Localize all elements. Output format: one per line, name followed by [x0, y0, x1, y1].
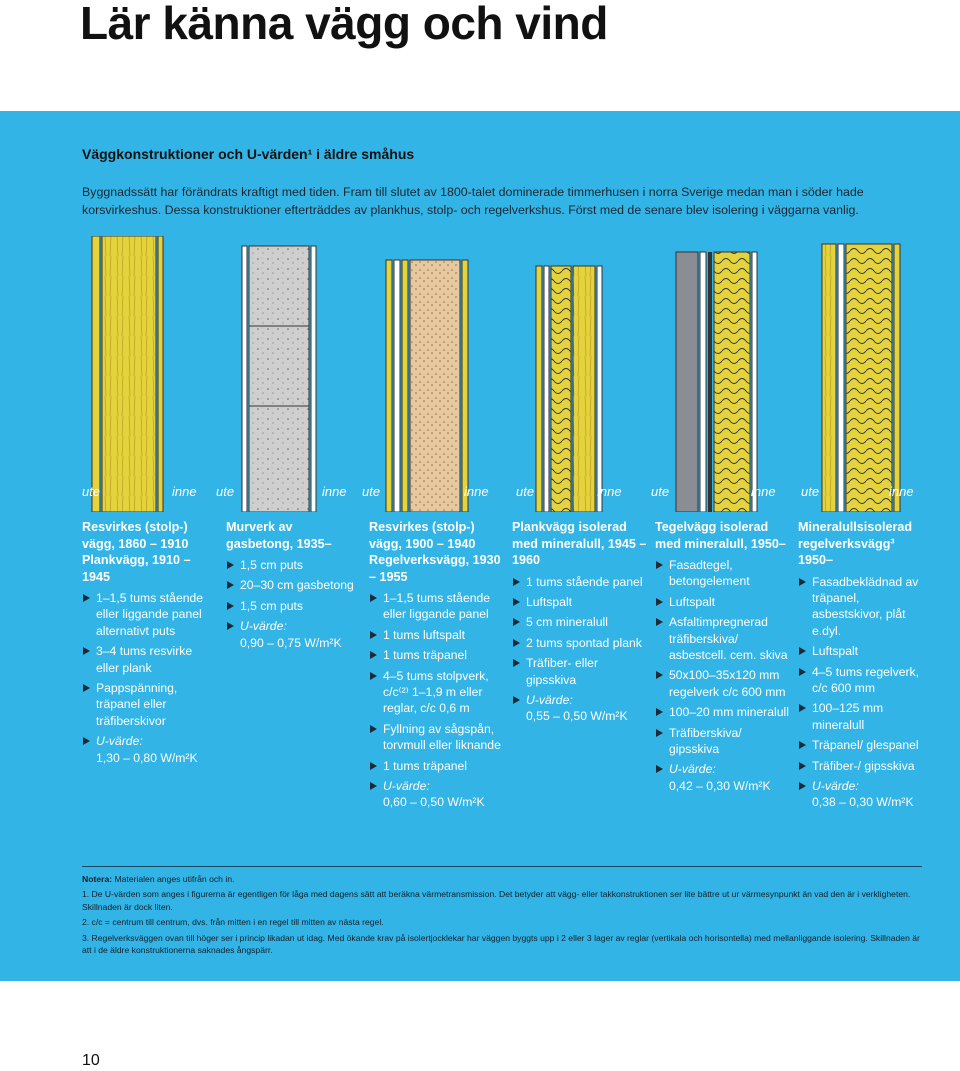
label-outside: ute [651, 484, 670, 499]
wall-3-stud-sawdust [386, 260, 468, 512]
u-value-label: U-värde: [383, 779, 430, 794]
list-item: 100–125 mm mineralull [798, 700, 932, 733]
u-value-item [369, 778, 505, 811]
label-inside: inne [597, 484, 622, 499]
column-title: Murverk av gasbetong, 1935– [226, 520, 332, 551]
column-title: Mineralullsisolerad regelverksvägg³ 1950– [798, 520, 913, 567]
u-value: 0,60 – 0,50 W/m²K [383, 795, 485, 810]
wall-1-log [92, 236, 163, 512]
list-item: Fasadbeklädnad av träpanel, asbestskivor, plåt e.dyl. [798, 574, 932, 640]
list-item: Träfiber-/ gipsskiva [798, 758, 932, 774]
wall-2-aerated-concrete [242, 246, 316, 512]
page-number: 10 [82, 1052, 100, 1069]
label-outside: ute [82, 484, 101, 499]
column-title: Plankvägg isolerad med mineralull, 1945 – 1960 [512, 520, 647, 567]
list-item: 1 tums träpanel [369, 647, 505, 663]
column-title: Resvirkes (stolp-) vägg, 1860 – 1910 Plankvägg, 1910 – 1945 [82, 520, 191, 584]
footnote-2: 2. c/c = centrum till centrum, dvs. från mitten i en regel till mitten av nästa regel. [82, 917, 384, 928]
wall-description-3 [369, 519, 505, 815]
u-value: 0,42 – 0,30 W/m²K [669, 778, 771, 793]
u-value: 1,30 – 0,80 W/m²K [96, 750, 198, 765]
u-value: 0,38 – 0,30 W/m²K [812, 795, 914, 810]
u-value-item [512, 692, 648, 725]
list-item: 1 tums träpanel [369, 758, 505, 774]
label-inside: inne [889, 484, 914, 499]
list-item: 1 tums stående panel [512, 574, 648, 590]
wall-cross-sections [66, 236, 926, 512]
list-item: 4–5 tums stolpverk, c/c⁽²⁾ 1–1,9 m eller reglar, c/c 0,6 m [369, 668, 505, 717]
wall-description-4 [512, 519, 648, 729]
u-value-label: U-värde: [669, 762, 716, 777]
list-item: 4–5 tums regelverk, c/c 600 mm [798, 664, 932, 697]
wall-description-6 [798, 519, 932, 815]
list-item: Luftspalt [798, 643, 932, 659]
wall-5-brick-mineral-wool [676, 252, 757, 512]
u-value-label: U-värde: [96, 734, 143, 749]
list-item: Träpanel/ glespanel [798, 737, 932, 753]
list-item: 50x100–35x120 mm regelverk c/c 600 mm [655, 667, 791, 700]
footnote-1: 1. De U-värden som anges i figurerna är egentligen för låga med dagens sätt att beräkna värmetransmission. Det betyder att vägg- eller takkonstruktionen ser lite bättre ut ur värmesynpunkt än vad den är i verkligheten. Skillnaden är dock liten. [82, 889, 911, 912]
list-item: Pappspänning, träpanel eller träfiberskivor [82, 680, 218, 729]
note-label: Notera: [82, 874, 113, 884]
list-item: Fyllning av sågspån, torvmull eller liknande [369, 721, 505, 754]
list-item: 1–1,5 tums stående eller liggande panel alternativt puts [82, 590, 218, 639]
u-value-item [226, 618, 362, 651]
label-inside: inne [172, 484, 197, 499]
u-value-item [82, 733, 218, 766]
list-item: 1–1,5 tums stående eller liggande panel [369, 590, 505, 623]
section-heading: Väggkonstruktioner och U-värden¹ i äldre småhus [82, 146, 415, 162]
label-outside: ute [362, 484, 381, 499]
u-value-label: U-värde: [240, 619, 287, 634]
footnotes [82, 866, 922, 959]
wall-description-1 [82, 519, 218, 770]
note-text: Materialen anges utifrån och in. [114, 874, 235, 884]
list-item: 5 cm mineralull [512, 614, 648, 630]
wall-description-5 [655, 519, 791, 798]
list-item: Asfaltimpregnerad träfiberskiva/ asbestcell. cem. skiva [655, 614, 791, 663]
u-value-label: U-värde: [812, 778, 859, 793]
label-inside: inne [464, 484, 489, 499]
label-inside: inne [322, 484, 347, 499]
list-item: 20–30 cm gasbetong [226, 577, 362, 593]
u-value-item [655, 761, 791, 794]
list-item: 1,5 cm puts [226, 557, 362, 573]
label-inside: inne [751, 484, 776, 499]
u-value: 0,90 – 0,75 W/m²K [240, 635, 342, 650]
list-item: 1 tums luftspalt [369, 627, 505, 643]
list-item: Luftspalt [512, 594, 648, 610]
footnote-3: 3. Regelverksväggen ovan till höger ser i princip likadan ut idag. Med ökande krav på isolertjocklekar har väggen byggts upp i 2 eller 3 lager av reglar (vertikala och horisontella) med mellanliggande isolering. Skillnaden är att i de äldre konstruktionerna saknades ångspärr. [82, 932, 920, 956]
label-outside: ute [516, 484, 535, 499]
list-item: 1,5 cm puts [226, 598, 362, 614]
u-value-label: U-värde: [526, 692, 573, 707]
label-outside: ute [216, 484, 235, 499]
wall-4-plank-mineral-wool [536, 266, 602, 512]
label-outside: ute [801, 484, 820, 499]
u-value: 0,55 – 0,50 W/m²K [526, 709, 628, 724]
list-item: 100–20 mm mineralull [655, 704, 791, 720]
list-item: Träfiber- eller gipsskiva [512, 655, 648, 688]
note-materials [82, 873, 922, 885]
column-title: Resvirkes (stolp-) vägg, 1900 – 1940 Regelverksvägg, 1930 – 1955 [369, 520, 501, 584]
list-item: Träfiberskiva/ gipsskiva [655, 725, 791, 758]
list-item: Luftspalt [655, 594, 791, 610]
u-value-item [798, 778, 932, 811]
list-item: 3–4 tums resvirke eller plank [82, 643, 218, 676]
page-title: Lär känna vägg och vind [80, 0, 608, 49]
list-item: 2 tums spontad plank [512, 635, 648, 651]
wall-6-insulated-stud [822, 244, 900, 512]
intro-text: Byggnadssätt har förändrats kraftigt med tiden. Fram till slutet av 1800-talet dominerade timmerhusen i norra Sverige medan man i söder hade korsvirkeshus. Dessa konstruktioner efterträddes av plankhus, stolp- och regelverkshus. Först med de senare blev isolering i väggarna vanlig. [82, 185, 864, 217]
wall-description-2 [226, 519, 362, 655]
column-title: Tegelvägg isolerad med mineralull, 1950– [655, 520, 786, 551]
list-item: Fasadtegel, betongelement [655, 557, 791, 590]
